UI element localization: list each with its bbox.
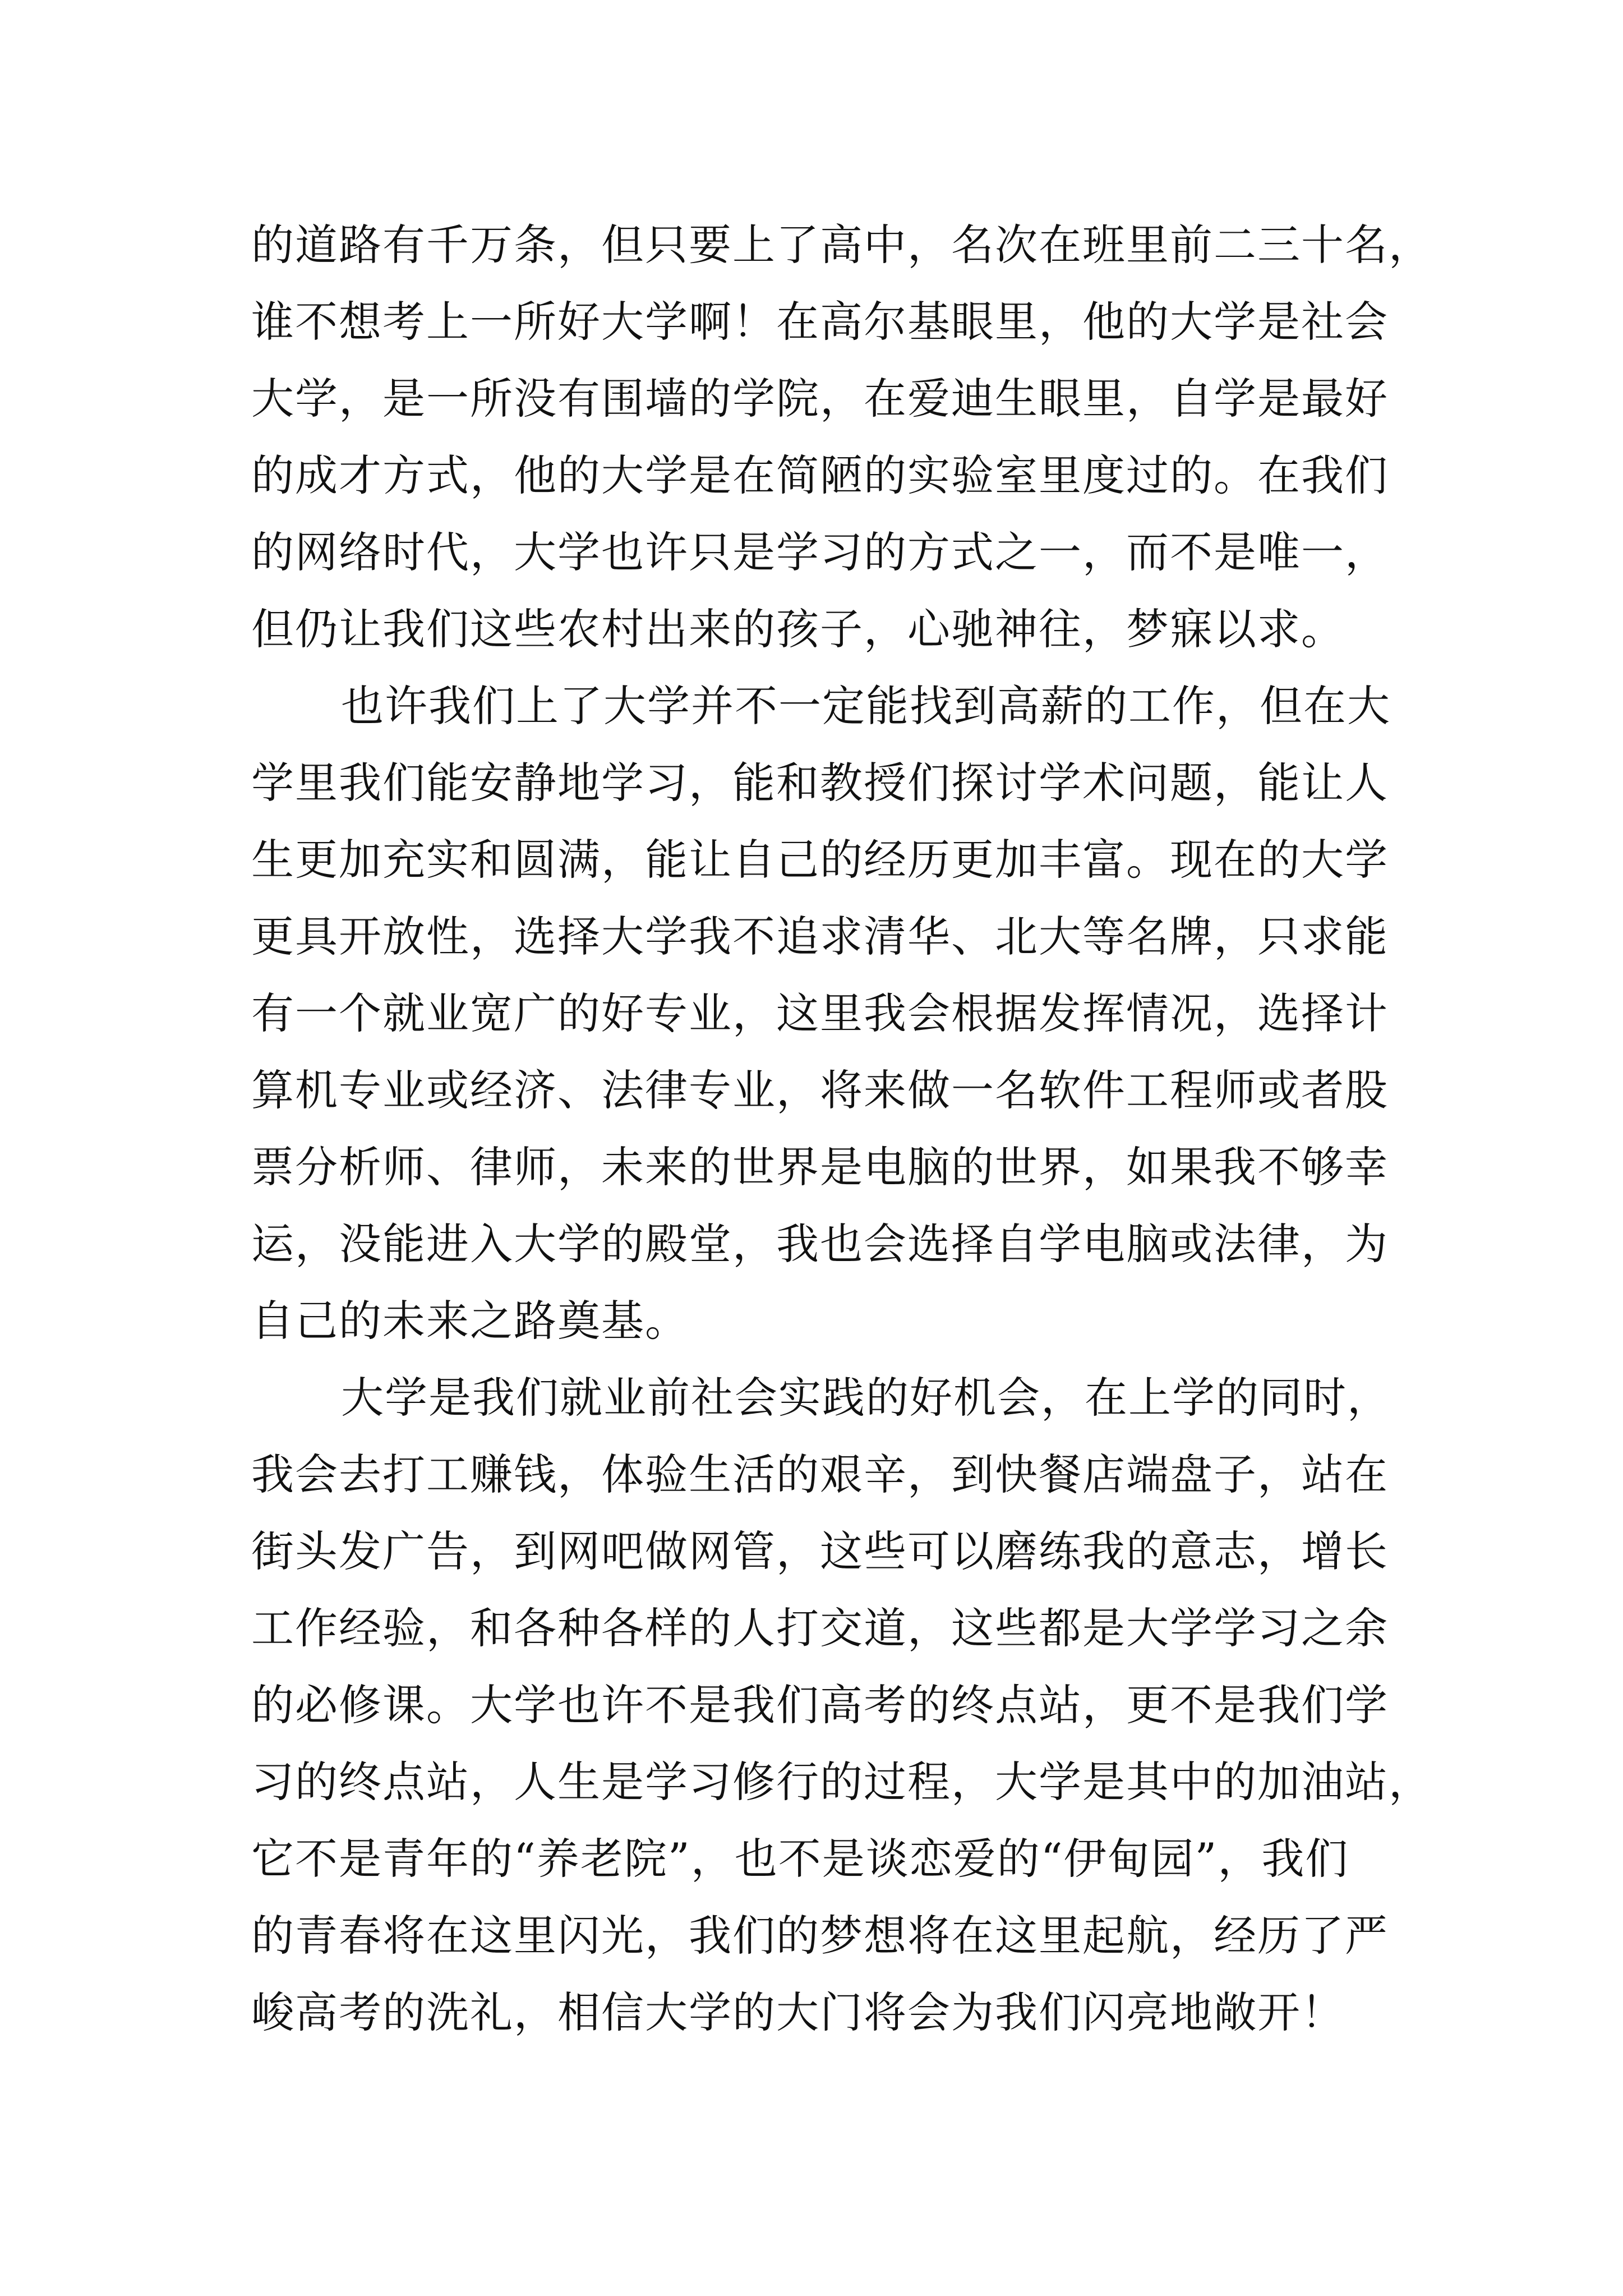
text-line: 的成才方式，他的大学是在简陋的实验室里度过的。在我们: [251, 450, 1389, 500]
text-line: 峻高考的洗礼，相信大学的大门将会为我们闪亮地敞开！: [251, 1987, 1345, 2037]
text-line: 自己的未来之路奠基。: [251, 1296, 689, 1346]
text-line: 的道路有千万条，但只要上了高中，名次在班里前二三十名，: [251, 220, 1432, 270]
text-line: 我会去打工赚钱，体验生活的艰辛，到快餐店端盘子，站在: [251, 1450, 1389, 1499]
text-line: 算机专业或经济、法律专业，将来做一名软件工程师或者股: [251, 1065, 1389, 1115]
text-line: 有一个就业宽广的好专业，这里我会根据发挥情况，选择计: [251, 988, 1389, 1038]
text-line: 更具开放性，选择大学我不追求清华、北大等名牌，只求能: [251, 912, 1389, 961]
text-line: 的必修课。大学也许不是我们高考的终点站，更不是我们学: [251, 1680, 1389, 1730]
text-line: 但仍让我们这些农村出来的孩子，心驰神往，梦寐以求。: [251, 604, 1345, 654]
text-line: 生更加充实和圆满，能让自己的经历更加丰富。现在的大学: [251, 835, 1389, 885]
text-line: 谁不想考上一所好大学啊！在高尔基眼里，他的大学是社会: [251, 297, 1389, 347]
paragraph-3: [251, 1359, 1432, 2051]
text-line: 的青春将在这里闪光，我们的梦想将在这里起航，经历了严: [251, 1911, 1389, 1961]
text-line: 大学是我们就业前社会实践的好机会，在上学的同时，: [341, 1373, 1391, 1423]
paragraph-1: [251, 206, 1432, 668]
text-line: 工作经验，和各种各样的人打交道，这些都是大学学习之余: [251, 1603, 1389, 1653]
text-line: 街头发广告，到网吧做网管，这些可以磨练我的意志，增长: [251, 1526, 1389, 1576]
text-line: 运，没能进入大学的殿堂，我也会选择自学电脑或法律，为: [251, 1219, 1389, 1269]
document-body: [251, 206, 1432, 2051]
text-line: 也许我们上了大学并不一定能找到高薪的工作，但在大: [341, 681, 1391, 731]
text-line: 的网络时代，大学也许只是学习的方式之一，而不是唯一，: [251, 527, 1389, 577]
text-line: 它不是青年的“养老院”，也不是谈恋爱的“伊甸园”，我们: [251, 1834, 1349, 1884]
paragraph-2: [251, 668, 1400, 1359]
text-line: 票分析师、律师，未来的世界是电脑的世界，如果我不够幸: [251, 1142, 1389, 1192]
text-line: 大学，是一所没有围墙的学院，在爱迪生眼里，自学是最好: [251, 374, 1389, 424]
text-line: 学里我们能安静地学习，能和教授们探讨学术问题，能让人: [251, 758, 1389, 808]
text-line: 习的终点站，人生是学习修行的过程，大学是其中的加油站，: [251, 1757, 1432, 1807]
